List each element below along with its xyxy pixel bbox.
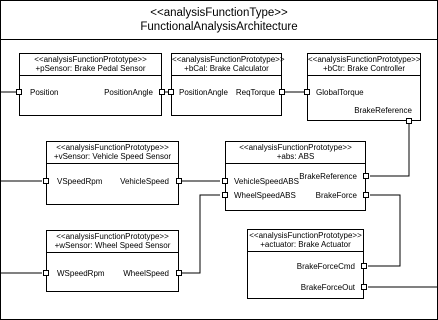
component-abs[interactable] [225,141,366,211]
component-header [47,142,178,164]
component-header [248,230,363,252]
component-stereotype: <<analysisFunctionPrototype>> [308,55,421,64]
component-actuator[interactable] [247,229,364,299]
port-label-positionangle: PositionAngle [179,88,228,97]
component-wSensor[interactable] [46,230,179,292]
port-label-reqtorque: ReqTorque [235,88,275,97]
port-vSensor-vehiclespeed[interactable] [176,178,182,184]
port-label-position: Position [30,88,59,97]
component-stereotype: <<analysisFunctionPrototype>> [34,55,147,64]
port-bCtr-brakereference[interactable] [406,118,412,124]
port-abs-brakeforce[interactable] [363,192,369,198]
port-bCtr-globaltorque[interactable] [304,89,310,95]
port-wSensor-wspeedrpm[interactable] [43,270,49,276]
port-label-brakereference: BrakeReference [354,106,412,115]
component-name: +actuator: Brake Actuator [260,240,351,249]
port-label-globaltorque: GlobalTorque [316,88,364,97]
diagram-header [1,1,437,40]
diagram-stereotype: <<analysisFunctionType>> [150,7,288,19]
component-header [172,54,285,76]
port-label-vehiclespeed: VehicleSpeed [120,177,169,186]
port-label-brakereference: BrakeReference [299,172,357,181]
component-stereotype: <<analysisFunctionPrototype>> [56,232,169,241]
component-name: +wSensor: Wheel Speed Sensor [54,241,171,250]
component-name: +bCal: Brake Calculator [184,64,269,73]
port-label-vspeedrpm: VSpeedRpm [57,177,103,186]
component-header [20,54,161,76]
port-abs-brakereference[interactable] [363,173,369,179]
port-label-brakeforceout: BrakeForceOut [300,283,355,292]
component-header [226,142,365,164]
component-bCtr[interactable] [307,53,421,121]
port-wSensor-wheelspeed[interactable] [176,270,182,276]
component-stereotype: <<analysisFunctionPrototype>> [56,143,169,152]
component-name: +bCtr: Brake Controller [322,64,406,73]
port-abs-vehiclespeedabs[interactable] [222,178,228,184]
component-header [47,231,178,253]
port-actuator-brakeforcecmd[interactable] [361,263,367,269]
component-bCal[interactable] [171,53,285,116]
port-bCal-positionangle[interactable] [168,89,174,95]
component-name: +vSensor: Vehicle Speed Sensor [53,152,172,161]
port-pSensor-positionangle[interactable] [159,89,165,95]
component-stereotype: <<analysisFunctionPrototype>> [249,231,362,240]
port-actuator-brakeforceout[interactable] [361,284,367,290]
port-label-vehiclespeedabs: VehicleSpeedABS [234,177,299,186]
component-pSensor[interactable] [19,53,162,116]
port-label-wspeedrpm: WSpeedRpm [57,269,105,278]
port-abs-wheelspeedabs[interactable] [222,192,228,198]
port-label-wheelspeedabs: WheelSpeedABS [234,191,296,200]
port-label-wheelspeed: WheelSpeed [123,269,169,278]
port-label-positionangle: PositionAngle [104,88,153,97]
diagram-title: FunctionalAnalysisArchitecture [140,21,298,33]
port-label-brakeforcecmd: BrakeForceCmd [296,262,355,271]
component-stereotype: <<analysisFunctionPrototype>> [172,55,285,64]
component-header [308,54,420,76]
component-name: +pSensor: Brake Pedal Sensor [35,64,146,73]
port-pSensor-position[interactable] [16,89,22,95]
component-stereotype: <<analysisFunctionPrototype>> [239,143,352,152]
port-vSensor-vspeedrpm[interactable] [43,178,49,184]
component-vSensor[interactable] [46,141,179,205]
component-name: +abs: ABS [276,152,315,161]
port-bCal-reqtorque[interactable] [279,89,285,95]
port-label-brakeforce: BrakeForce [315,191,357,200]
